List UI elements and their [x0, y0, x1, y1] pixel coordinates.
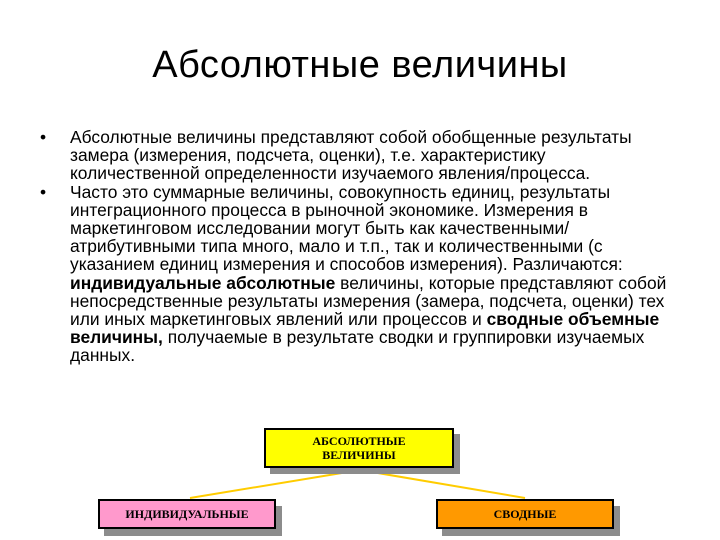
- connector-left: [190, 470, 360, 498]
- bullet-text: Абсолютные величины представляют собой обобщенные результаты замера (измерения, подсчета, оценки), т.е. характеристику количественной определенности изучаемого явления/процесса.: [70, 127, 632, 184]
- bullet-text: Часто это суммарные величины, совокупность единиц, результаты интеграционного процесса в рыночной экономике. Измерения в маркетинговом исследовании могут быть как качественными/атрибутивными типа много, мало и т.п., так и количественными (с указанием единиц измерения и способов измерения). Различаются:: [70, 181, 623, 275]
- connector-right: [360, 470, 525, 498]
- bullet-text: получаемые в результате сводки и группировки изучаемых данных.: [70, 327, 645, 366]
- slide-title: Абсолютные величины: [152, 44, 568, 86]
- right-box-label: СВОДНЫЕ: [493, 507, 557, 521]
- bullet-bold-text: сводные объемные величины,: [70, 309, 660, 348]
- root-box-line1: АБСОЛЮТНЫЕ: [312, 434, 406, 448]
- root-box: [264, 428, 454, 468]
- root-box-line2: ВЕЛИЧИНЫ: [322, 448, 396, 462]
- bullet-bold-text: индивидуальные абсолютные: [70, 272, 336, 293]
- bullet-marker: •: [40, 181, 47, 202]
- left-box-label: ИНДИВИДУАЛЬНЫЕ: [125, 507, 249, 521]
- right-box: [436, 499, 614, 529]
- bullet-marker: •: [40, 127, 47, 147]
- bullet-text: величины, которые представляют собой непосредственные результаты измерения (замера, подсчета, оценки) тех или иных маркетинговых явлений или процессов и: [70, 272, 667, 330]
- left-box: [98, 499, 276, 529]
